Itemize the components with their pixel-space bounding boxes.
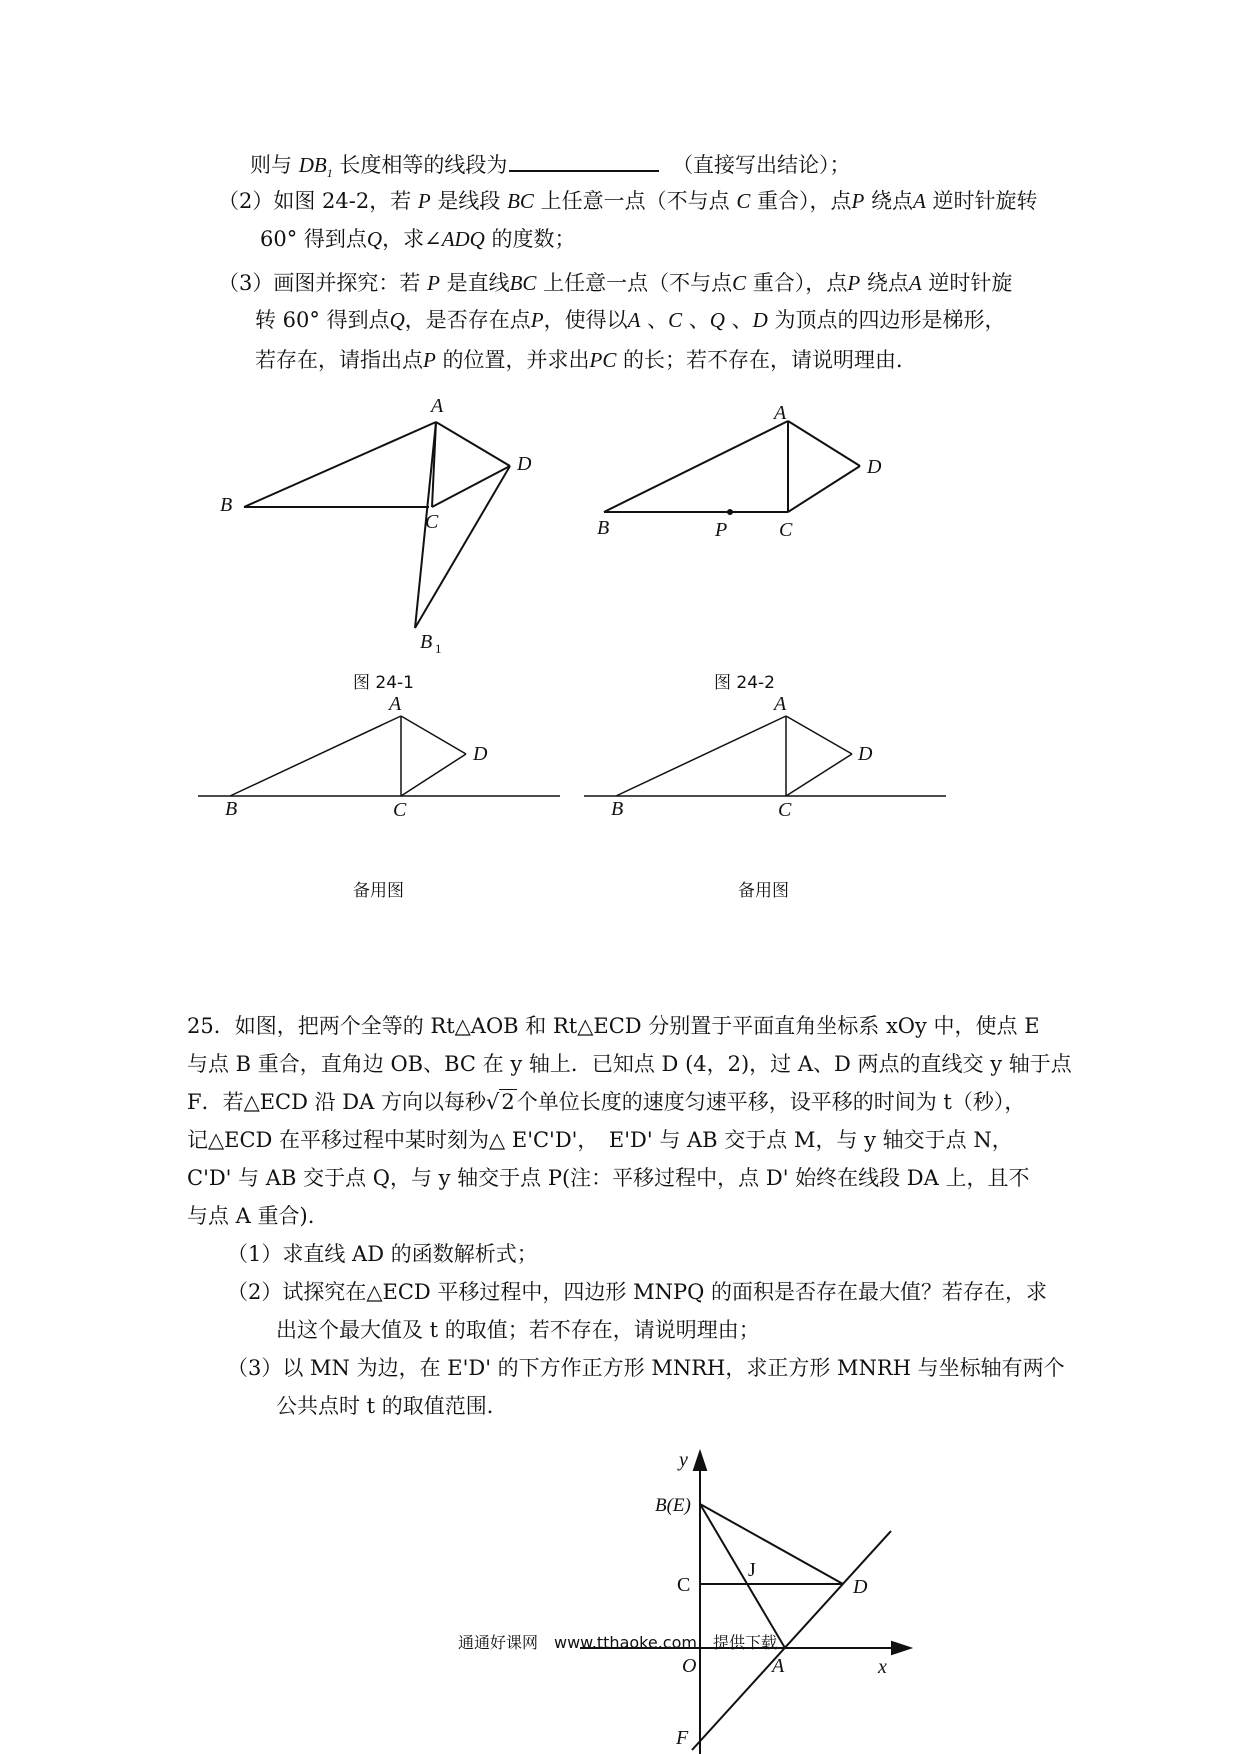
- label-d: D: [853, 1576, 868, 1598]
- fig2-label-b: B: [597, 517, 610, 539]
- fig2-label-a: A: [774, 402, 787, 424]
- bk1-label-a: A: [389, 693, 402, 715]
- q25-sub2-line2: 出这个最大值及 t 的取值；若不存在，请说明理由；: [276, 1318, 760, 1342]
- q25-sub3-line2: 公共点时 t 的取值范围．: [276, 1394, 508, 1418]
- bk1-label-d: D: [473, 743, 488, 765]
- fig1-label-d: D: [517, 453, 532, 475]
- fig1-label-b1-sub: 1: [435, 641, 442, 656]
- q25-line4: 记△ECD 在平移过程中某时刻为△ E'C'D'， E'D' 与 AB 交于点 M，与 y 轴交于点 N，: [187, 1128, 1013, 1152]
- fig1-label-b: B: [220, 494, 233, 516]
- label-f: F: [676, 1727, 689, 1749]
- label-j: J: [748, 1559, 756, 1581]
- bk2-label-d: D: [858, 743, 873, 765]
- watermark: 通通好课网 www.tthaoke.com 提供下载: [458, 1633, 777, 1652]
- segment-ba: [700, 1504, 785, 1648]
- bk2-label-a: A: [774, 693, 787, 715]
- q25-line3: F．若△ECD 沿 DA 方向以每秒√2个单位长度的速度匀速平移，设平移的时间为 t（秒），: [187, 1090, 1026, 1114]
- label-x: x: [878, 1656, 887, 1678]
- x-axis-arrow: [892, 1642, 910, 1654]
- fig1-label-c: C: [425, 511, 439, 533]
- q24-part2-line1: （2）如图 24-2，若 P 是线段 BC 上任意一点（不与点 C 重合），点P 绕点A 逆时针旋转: [218, 189, 1038, 213]
- bk1-label-b: B: [225, 798, 238, 820]
- q24-part3-line1: （3）画图并探究：若 P 是直线BC 上任意一点（不与点C 重合），点P 绕点A 逆时针旋: [218, 271, 1013, 295]
- q24-line1: 则与 $DB_1$ 长度相等的线段为 （直接写出结论）；: [250, 153, 851, 181]
- q24-part3-line3: 若存在，请指出点P 的位置，并求出PC 的长；若不存在，请说明理由．: [255, 348, 918, 372]
- q25-line2: 与点 B 重合，直角边 OB、BC 在 y 轴上．已知点 D (4，2)，过 A、D 两点的直线交 y 轴于点: [187, 1052, 1072, 1076]
- q25-sub3-line1: （3）以 MN 为边，在 E'D' 的下方作正方形 MNRH，求正方形 MNRH 与坐标轴有两个: [227, 1356, 1065, 1380]
- caption-backup-2: 备用图: [738, 881, 789, 901]
- segment-bd: [700, 1504, 843, 1584]
- label-o: O: [682, 1655, 697, 1677]
- q24-part2-line2: 60° 得到点Q，求∠ADQ 的度数；: [260, 227, 576, 251]
- q25-sub2-line1: （2）试探究在△ECD 平移过程中，四边形 MNPQ 的面积是否存在最大值？若存在，求: [227, 1280, 1047, 1304]
- q25-line6: 与点 A 重合).: [187, 1204, 315, 1228]
- label-b-e: B(E): [655, 1495, 691, 1516]
- y-axis-arrow: [694, 1452, 706, 1470]
- q25-line5: C'D' 与 AB 交于点 Q，与 y 轴交于点 P(注：平移过程中，点 D' 始终在线段 DA 上，且不: [187, 1166, 1030, 1190]
- label-c: C: [677, 1574, 691, 1596]
- bk2-label-b: B: [611, 798, 624, 820]
- segment-db1: $DB_1$: [298, 153, 333, 181]
- caption-backup-1: 备用图: [353, 881, 404, 901]
- caption-24-1: 图 24-1: [353, 673, 414, 693]
- q24-part3-line2: 转 60° 得到点Q，是否存在点P，使得以A 、C 、Q 、D 为顶点的四边形是梯形，: [255, 308, 1006, 332]
- fig2-label-d: D: [867, 456, 882, 478]
- sqrt-symbol: √2: [485, 1090, 515, 1114]
- q25-sub1: （1）求直线 AD 的函数解析式；: [227, 1242, 538, 1266]
- fig1-label-b1: B: [420, 631, 433, 653]
- label-a: A: [772, 1655, 785, 1677]
- bk2-label-c: C: [778, 799, 792, 821]
- fig2-label-c: C: [779, 519, 793, 541]
- label-y: y: [679, 1449, 688, 1471]
- bk1-label-c: C: [393, 799, 407, 821]
- fig1-label-a: A: [431, 395, 444, 417]
- fig2-label-p: P: [715, 519, 728, 541]
- caption-24-2: 图 24-2: [714, 673, 775, 693]
- q25-line1: 25．如图，把两个全等的 Rt△AOB 和 Rt△ECD 分别置于平面直角坐标系 xOy 中，使点 E: [187, 1014, 1040, 1038]
